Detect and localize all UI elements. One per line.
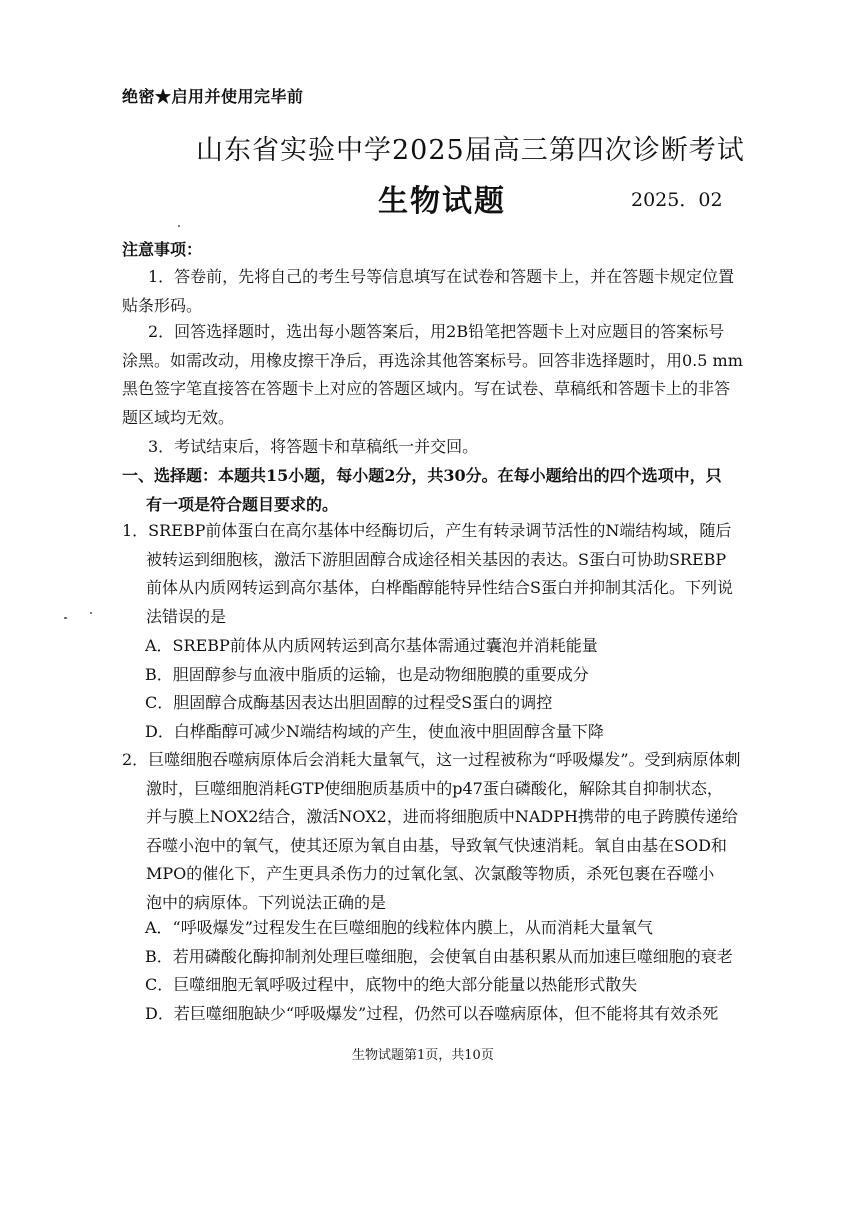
- section-heading-choice: [122, 462, 722, 519]
- question-1-stem: [122, 517, 733, 631]
- question-1-options: [145, 632, 604, 746]
- question-stem-line: 并与膜上NOX2结合，激活NOX2，进而将细胞质中NADPH携带的电子跨膜传递给: [146, 807, 738, 826]
- question-stem-line: 前体从内质网转运到高尔基体，白桦酯醇能特异性结合S蛋白并抑制其活化。下列说: [146, 578, 733, 597]
- option-d: D．白桦酯醇可减少N端结构域的产生，使血液中胆固醇含量下降: [145, 721, 604, 741]
- question-stem-line: 吞噬小泡中的氧气，使其还原为氧自由基，导致氧气快速消耗。氧自由基在SOD和: [146, 835, 727, 855]
- exam-title: 山东省实验中学2025届高三第四次诊断考试: [196, 135, 745, 166]
- question-stem-line: 激时，巨噬细胞消耗GTP使细胞质基质中的p47蛋白磷酸化，解除其自抑制状态，: [146, 778, 723, 798]
- option-a: A．SREBP前体从内质网转运到高尔基体需通过囊泡并消耗能量: [145, 636, 598, 655]
- option-c: C．胆固醇合成酶基因表达出胆固醇的过程受S蛋白的调控: [145, 693, 553, 712]
- notice-item-2-line: 黑色签字笔直接答在答题卡上对应的答题区域内。写在试卷、草稿纸和答题卡上的非答: [122, 379, 731, 398]
- notice-item-1-line: 1．答卷前，先将自己的考生号等信息填写在试卷和答题卡上，并在答题卡规定位置: [148, 267, 735, 286]
- notice-heading: 注意事项：: [122, 240, 203, 259]
- option-b: B．若用磷酸化酶抑制剂处理巨噬细胞，会使氧自由基积累从而加速巨噬细胞的衰老: [145, 946, 733, 966]
- confidential-mark: 绝密★启用并使用完毕前: [122, 87, 304, 106]
- section-heading-line: 有一项是符合题目要求的。: [146, 494, 339, 514]
- notice-item-1-line: 贴条形码。: [122, 295, 203, 315]
- option-b: B．胆固醇参与血液中脂质的运输，也是动物细胞膜的重要成分: [145, 664, 589, 684]
- question-stem-line: 法错误的是: [146, 606, 227, 626]
- scan-speck: [178, 225, 180, 227]
- notice-item-2-line: 2．回答选择题时，选出每小题答案后，用2B铅笔把答题卡上对应题目的答案标号: [148, 322, 725, 341]
- option-c: C．巨噬细胞无氧呼吸过程中，底物中的绝大部分能量以热能形式散失: [145, 975, 638, 994]
- subject-title: 生物试题: [378, 184, 506, 219]
- page-footer: 生物试题第1页，共10页: [352, 1048, 494, 1063]
- scan-speck: [64, 617, 67, 619]
- notice-item-1: [122, 263, 734, 320]
- question-2-options: [145, 914, 733, 1028]
- question-stem-line: 被转运到细胞核，激活下游胆固醇合成途径相关基因的表达。S蛋白可协助SREBP: [146, 549, 727, 569]
- option-d: D．若巨噬细胞缺少“呼吸爆发”过程，仍然可以吞噬病原体，但不能将其有效杀死: [145, 1003, 719, 1023]
- notice-item-2-line: 涂黑。如需改动，用橡皮擦干净后，再选涂其他答案标号。回答非选择题时，用0.5 mm: [122, 350, 743, 370]
- question-stem-line: MPO的催化下，产生更具杀伤力的过氧化氢、次氯酸等物质，杀死包裹在吞噬小: [146, 864, 715, 883]
- question-stem-line: 2．巨噬细胞吞噬病原体后会消耗大量氧气，这一过程被称为“呼吸爆发”。受到病原体刺: [122, 750, 741, 769]
- notice-item-3-line: 3．考试结束后，将答题卡和草稿纸一并交回。: [148, 437, 479, 456]
- question-stem-line: 1．SREBP前体蛋白在高尔基体中经酶切后，产生有转录调节活性的N端结构域，随后: [122, 521, 732, 540]
- scan-speck: [90, 612, 92, 614]
- question-stem-line: 泡中的病原体。下列说法正确的是: [146, 892, 387, 912]
- option-a: A．“呼吸爆发”过程发生在巨噬细胞的线粒体内膜上，从而消耗大量氧气: [145, 918, 653, 937]
- question-2-stem: [122, 746, 741, 917]
- notice-item-2-line: 题区域均无效。: [122, 407, 235, 427]
- exam-date: 2025．02: [631, 189, 723, 211]
- notice-item-2: [122, 318, 743, 432]
- notice-item-3: [122, 433, 478, 462]
- section-heading-line: 一、选择题：本题共15小题，每小题2分，共30分。在每小题给出的四个选项中，只: [122, 466, 722, 485]
